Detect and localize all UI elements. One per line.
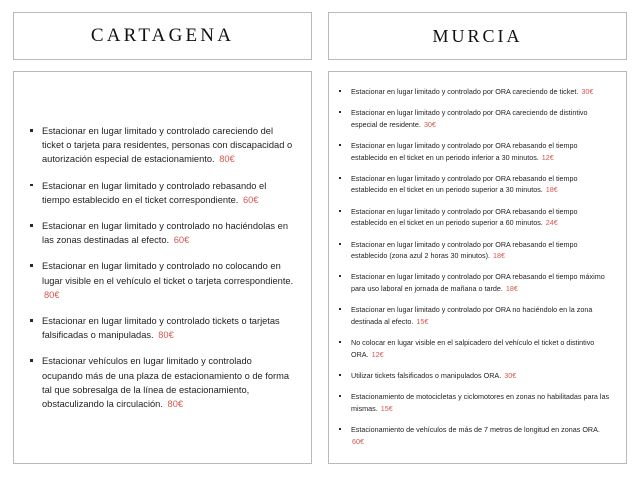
list-item (338, 173, 612, 196)
fine-amount: 15€ (416, 316, 429, 326)
list-item (338, 239, 612, 262)
fines-list-cartagena (14, 72, 311, 411)
list-item (338, 86, 612, 97)
fine-description: Estacionar en lugar limitado y controlado por ORA rebasando el tiempo establecido en el ticket en un periodo inferior a 30 minutos. (351, 141, 578, 162)
list-item (29, 314, 295, 342)
fine-description: Estacionar en lugar limitado y controlado por ORA rebasando el tiempo establecido en el ticket en un periodo superior a 30 minutos. (351, 174, 578, 195)
fine-description: Estacionar en lugar limitado y controlado rebasando el tiempo establecido en el ticket correspondiente. (42, 180, 267, 205)
fine-amount: 30€ (423, 119, 436, 129)
fine-description: Estacionar en lugar limitado y controlado por ORA careciendo de distintivo especial de residente. (351, 108, 588, 129)
fine-amount: 15€ (380, 403, 393, 413)
fine-description: Estacionar en lugar limitado y controlado no haciéndolas en las zonas destinadas al efecto. (42, 221, 289, 246)
fine-description: Estacionar en lugar limitado y controlado por ORA rebasando el tiempo máximo para uso laboral en jornada de mañana o tarde. (351, 272, 605, 293)
fine-description: Estacionar en lugar limitado y controlado por ORA careciendo de ticket. (351, 87, 579, 96)
fine-amount: 30€ (504, 370, 517, 380)
fine-description: Estacionar en lugar limitado y controlado tickets o tarjetas falsificadas o manipuladas. (42, 316, 280, 341)
fine-amount: 80€ (167, 399, 184, 410)
list-item (338, 337, 612, 360)
fine-amount: 80€ (158, 330, 174, 341)
fine-amount: 18€ (545, 185, 558, 195)
column-murcia (328, 12, 627, 464)
fine-amount: 60€ (352, 436, 364, 446)
fines-list-murcia (329, 72, 626, 447)
fine-amount: 18€ (505, 283, 518, 293)
header-box-murcia (328, 12, 627, 60)
fine-description: Estacionar en lugar limitado y controlado por ORA no haciéndolo en la zona destinada al efecto. (351, 305, 593, 326)
fine-amount: 60€ (242, 194, 259, 205)
fine-description: Estacionar vehículos en lugar limitado y controlado ocupando más de una plaza de estacionamiento o de forma tal que sobresalga de la línea de estacionamiento, obstaculizando la circulación. (42, 356, 290, 410)
list-item (29, 179, 295, 207)
list-item (29, 354, 295, 411)
body-box-murcia (328, 71, 627, 464)
list-item (338, 107, 612, 130)
fine-amount: 18€ (493, 251, 506, 261)
list-item (338, 140, 612, 163)
fine-amount: 80€ (219, 154, 235, 165)
list-item (338, 370, 612, 381)
column-cartagena (13, 12, 312, 464)
fine-description: Estacionamiento de vehículos de más de 7 metros de longitud en zonas ORA. (351, 425, 600, 435)
fine-description: Utilizar tickets falsificados o manipulados ORA. (351, 370, 502, 380)
list-item (338, 304, 612, 327)
fine-amount: 80€ (44, 289, 60, 300)
fine-description: Estacionamiento de motocicletas y ciclomotores en zonas no habilitadas para las mismas. (351, 392, 610, 413)
list-item (338, 271, 612, 294)
list-item (29, 124, 295, 167)
fine-amount: 60€ (173, 235, 190, 246)
list-item (338, 206, 612, 229)
fine-description: Estacionar en lugar limitado y controlado no colocando en lugar visible en el vehículo el ticket o tarjeta correspondiente. (42, 261, 294, 286)
list-item (338, 391, 612, 414)
fine-description: Estacionar en lugar limitado y controlado careciendo del ticket o tarjeta para residentes, personas con discapacidad o autorización especial de estacionamiento. (42, 126, 293, 165)
body-box-cartagena (13, 71, 312, 464)
list-item (29, 219, 295, 247)
column-title-cartagena: CARTAGENA (90, 25, 235, 46)
fine-amount: 12€ (371, 349, 384, 359)
fine-description: Estacionar en lugar limitado y controlado por ORA rebasando el tiempo establecido (zona azul 2 horas 30 minutos). (351, 239, 578, 261)
fine-amount: 30€ (581, 87, 594, 96)
list-item (338, 424, 612, 447)
fine-description: No colocar en lugar visible en el salpicadero del vehículo el ticket o distintivo ORA. (351, 338, 595, 359)
column-title-murcia: MURCIA (432, 25, 523, 46)
fine-description: Estacionar en lugar limitado y controlado por ORA rebasando el tiempo establecido en el ticket en un periodo superior a 60 minutos. (351, 206, 578, 228)
fine-amount: 12€ (541, 152, 554, 162)
header-box-cartagena (13, 12, 312, 60)
fine-amount: 24€ (545, 218, 558, 228)
list-item (29, 259, 295, 302)
